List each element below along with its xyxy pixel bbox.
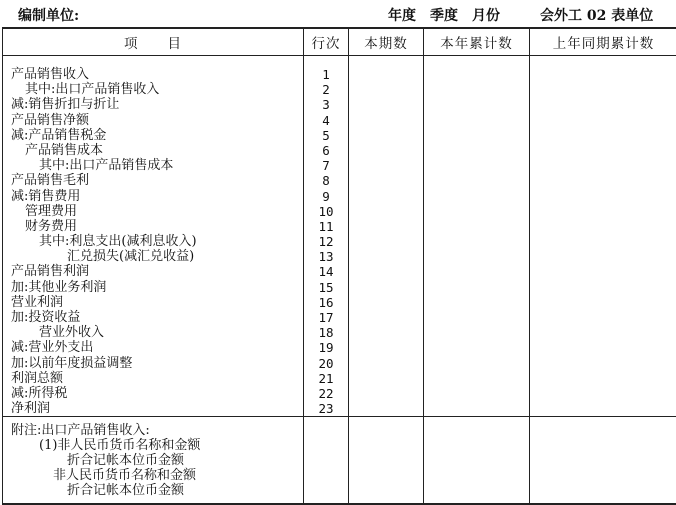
items-cell <box>3 56 304 417</box>
notes-ytd-cell[interactable] <box>424 417 530 505</box>
item-label: 管理费用 <box>3 204 303 219</box>
period-label: 年度 季度 月份 <box>388 5 500 25</box>
item-label: 减:所得税 <box>3 386 303 401</box>
note-line: 折合记帐本位币金额 <box>3 484 303 499</box>
current-cell[interactable] <box>349 56 424 417</box>
item-label: 产品销售净额 <box>3 113 303 128</box>
item-label: 其中:出口产品销售成本 <box>3 158 303 173</box>
item-label: 财务费用 <box>3 219 303 234</box>
item-label: 营业外收入 <box>3 325 303 340</box>
item-label: 利润总额 <box>3 371 303 386</box>
col-item: 项 目 <box>3 28 304 56</box>
item-label: 净利润 <box>3 401 303 416</box>
item-label: 减:销售折扣与折让 <box>3 97 303 112</box>
row-number: 16 <box>304 295 348 310</box>
items-row <box>3 56 676 417</box>
row-number: 7 <box>304 158 348 173</box>
col-current: 本期数 <box>349 28 424 56</box>
prior-ytd-cell[interactable] <box>530 56 676 417</box>
row-number: 17 <box>304 310 348 325</box>
item-label: 产品销售毛利 <box>3 173 303 188</box>
row-number: 4 <box>304 113 348 128</box>
item-label: 产品销售收入 <box>3 67 303 82</box>
row-number: 2 <box>304 82 348 97</box>
notes-row <box>3 417 676 505</box>
item-label: 减:销售费用 <box>3 189 303 204</box>
column-header-row <box>3 28 676 56</box>
row-number: 15 <box>304 280 348 295</box>
row-number: 6 <box>304 143 348 158</box>
row-number: 1 <box>304 67 348 82</box>
row-number: 11 <box>304 219 348 234</box>
col-prior-ytd: 上年同期累计数 <box>530 28 676 56</box>
report-header <box>0 0 676 26</box>
row-number: 14 <box>304 264 348 279</box>
col-row-no: 行次 <box>304 28 349 56</box>
item-label: 其中:利息支出(减利息收入) <box>3 234 303 249</box>
row-number: 9 <box>304 189 348 204</box>
note-line: 折合记帐本位币金额 <box>3 454 303 469</box>
row-number: 3 <box>304 97 348 112</box>
note-line: (1)非人民币货币名称和金额 <box>3 439 303 454</box>
item-label: 加:其他业务利润 <box>3 280 303 295</box>
notes-prior-ytd-cell[interactable] <box>530 417 676 505</box>
item-label: 产品销售利润 <box>3 264 303 279</box>
row-no-cell <box>304 56 349 417</box>
note-line: 非人民币货币名称和金额 <box>3 469 303 484</box>
item-label: 减:营业外支出 <box>3 340 303 355</box>
row-number: 22 <box>304 386 348 401</box>
item-label: 减:产品销售税金 <box>3 128 303 143</box>
row-number: 8 <box>304 173 348 188</box>
row-number: 20 <box>304 356 348 371</box>
item-label: 其中:出口产品销售收入 <box>3 82 303 97</box>
notes-current-cell[interactable] <box>349 417 424 505</box>
row-number: 19 <box>304 340 348 355</box>
notes-list <box>3 417 303 498</box>
item-label: 加:以前年度损益调整 <box>3 356 303 371</box>
ytd-cell[interactable] <box>424 56 530 417</box>
row-number: 23 <box>304 401 348 416</box>
org-label: 编制单位: <box>18 5 79 25</box>
row-number: 13 <box>304 249 348 264</box>
item-label: 产品销售成本 <box>3 143 303 158</box>
form-code: 会外工 02 表单位 <box>540 5 653 25</box>
notes-row-no-cell <box>304 417 349 505</box>
row-number: 18 <box>304 325 348 340</box>
item-list <box>3 56 303 416</box>
item-label: 营业利润 <box>3 295 303 310</box>
item-label: 汇兑损失(减汇兑收益) <box>3 249 303 264</box>
row-number-list <box>304 56 348 416</box>
note-line: 附注:出口产品销售收入: <box>3 424 303 439</box>
income-statement-table <box>2 27 676 505</box>
row-number: 12 <box>304 234 348 249</box>
row-number: 5 <box>304 128 348 143</box>
notes-cell <box>3 417 304 505</box>
item-label: 加:投资收益 <box>3 310 303 325</box>
col-ytd: 本年累计数 <box>424 28 530 56</box>
row-number: 10 <box>304 204 348 219</box>
row-number: 21 <box>304 371 348 386</box>
